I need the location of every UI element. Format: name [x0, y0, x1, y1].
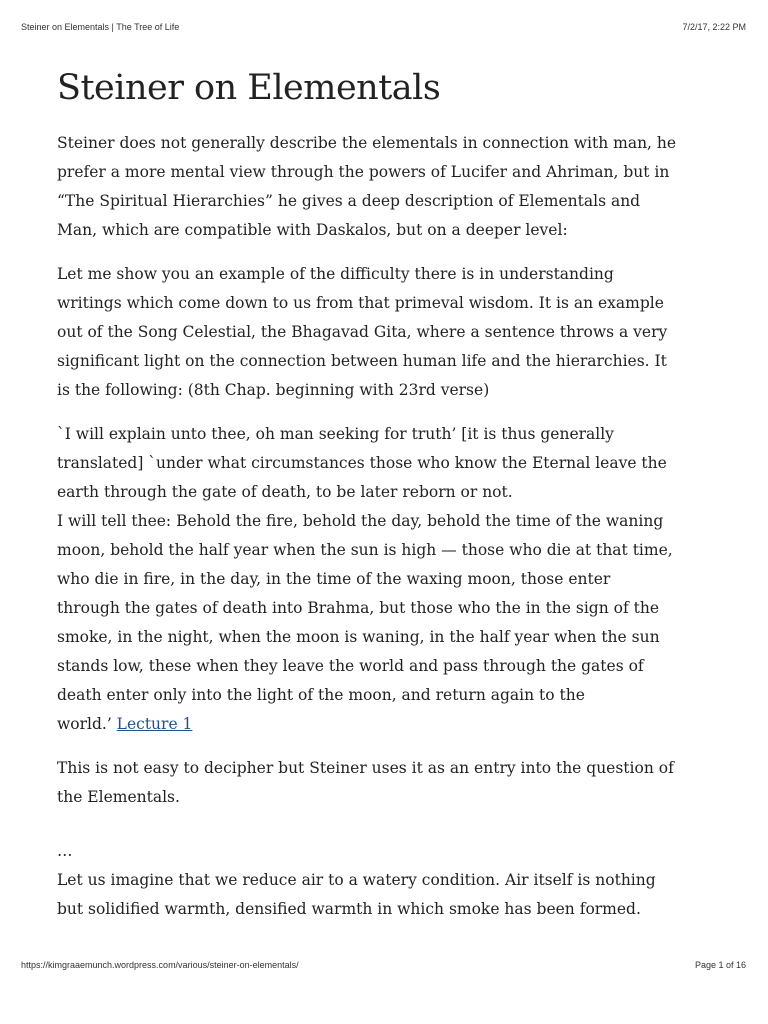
text-line: writings which come down to us from that primeval wisdom. It is an example [57, 294, 664, 312]
page-indicator: Page 1 of 16 [694, 960, 746, 970]
print-header [21, 22, 746, 36]
text-line: is the following: (8th Chap. beginning with 23rd verse) [57, 381, 490, 399]
text-fragment: world.’ [57, 715, 117, 733]
paragraph-intro [57, 129, 727, 245]
text-line: through the gates of death into Brahma, but those who the in the sign of the [57, 599, 660, 617]
text-line: Steiner does not generally describe the elementals in connection with man, he [57, 134, 677, 152]
text-line: I will tell thee: Behold the fire, behold the day, behold the time of the waning [57, 512, 664, 530]
text-line: Let us imagine that we reduce air to a watery condition. Air itself is nothing [57, 871, 656, 889]
print-footer [21, 960, 746, 974]
paragraph-example [57, 260, 727, 405]
text-line: “The Spiritual Hierarchies” he gives a deep description of Elementals and [57, 192, 641, 210]
article-title: Steiner on Elementals [57, 68, 441, 108]
paragraph-quote [57, 420, 727, 507]
text-line: death enter only into the light of the moon, and return again to the [57, 686, 585, 704]
text-line: prefer a more mental view through the powers of Lucifer and Ahriman, but in [57, 163, 670, 181]
text-line: who die in fire, in the day, in the time of the waxing moon, those enter [57, 570, 611, 588]
page-url: https://kimgraaemunch.wordpress.com/various/steiner-on-elementals/ [21, 960, 299, 970]
text-line: translated] `under what circumstances those who know the Eternal leave the [57, 454, 667, 472]
article [57, 64, 727, 939]
text-line: out of the Song Celestial, the Bhagavad Gita, where a sentence throws a very [57, 323, 668, 341]
paragraph-air [57, 837, 727, 924]
text-line: moon, behold the half year when the sun is high — those who die at that time, [57, 541, 673, 559]
print-page-title: Steiner on Elementals | The Tree of Life [21, 22, 180, 32]
text-line-with-link [57, 710, 727, 739]
text-line: Man, which are compatible with Daskalos, but on a deeper level: [57, 221, 568, 239]
text-line: This is not easy to decipher but Steiner uses it as an entry into the question of [57, 759, 674, 777]
text-line: but solidified warmth, densified warmth in which smoke has been formed. [57, 900, 641, 918]
text-line: `I will explain unto thee, oh man seeking for truth’ [it is thus generally [57, 425, 614, 443]
text-line: stands low, these when they leave the world and pass through the gates of [57, 657, 644, 675]
text-line: the Elementals. [57, 788, 180, 806]
paragraph-comment [57, 754, 727, 812]
lecture-1-link[interactable]: Lecture 1 [116, 715, 193, 733]
text-line: earth through the gate of death, to be later reborn or not. [57, 483, 513, 501]
spacer [57, 827, 727, 837]
ellipsis: … [57, 842, 73, 860]
text-line: Let me show you an example of the difficulty there is in understanding [57, 265, 614, 283]
paragraph-quote-continued [57, 507, 727, 739]
print-datetime: 7/2/17, 2:22 PM [682, 22, 746, 32]
text-line: smoke, in the night, when the moon is waning, in the half year when the sun [57, 628, 660, 646]
text-line: significant light on the connection between human life and the hierarchies. It [57, 352, 667, 370]
